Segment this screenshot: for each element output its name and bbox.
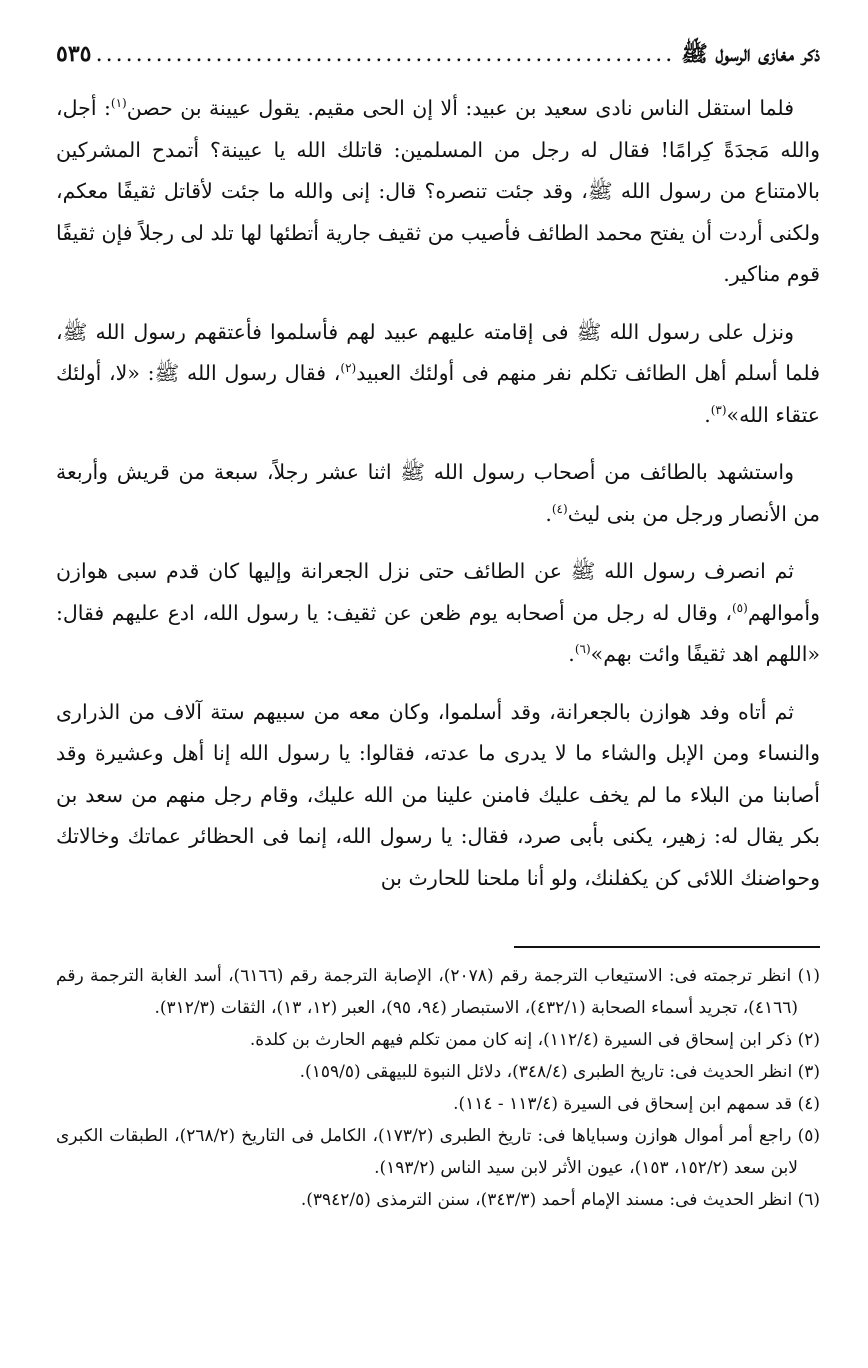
paragraph-text: . (545, 501, 552, 526)
paragraph-text: فلما استقل الناس نادى سعيد بن عبيد: ألا إن الحى مقيم. يقول عيينة بن حصن (126, 96, 794, 120)
paragraph-5 (56, 692, 820, 900)
paragraph-text: ، وقال له رجل من أصحابه يوم ظعن عن ثقيف: يا رسول الله، ادع عليهم فقال: «اللهم اهد ثقيفًا وائت بهم» (56, 600, 820, 666)
paragraph-text: ثم انصرف رسول الله ﷺ عن الطائف حتى نزل الجعرانة وإليها كان قدم سبى هوازن وأموالهم (56, 559, 821, 625)
paragraph-4 (56, 551, 820, 676)
footnote-ref: (٣) (710, 402, 727, 417)
footnote-separator (514, 946, 820, 948)
header-title: ذكر مغازى الرسول ﷺ (681, 41, 820, 67)
book-page (56, 0, 820, 1368)
footnote-ref: (٢) (340, 361, 357, 376)
paragraph-1 (56, 88, 820, 296)
footnote-ref: (٥) (731, 600, 748, 615)
footnote-3: (٣) انظر الحديث فى: تاريخ الطبرى (٣٤٨/٤)، دلائل النبوة للبيهقى (١٥٩/٥). (299, 1062, 820, 1082)
footnote-6: (٦) انظر الحديث فى: مسند الإمام أحمد (٣٤٣/٣)، سنن الترمذى (٣٩٤٢/٥). (300, 1190, 820, 1210)
footnote-5: (٥) راجع أمر أموال هوازن وسباياها فى: تاريخ الطبرى (١٧٣/٢)، الكامل فى التاريخ (٢٦٨/٢)، الطبقات الكبرى لابن سعد (١٥٢/٢، ١٥٣)، عيون الأثر لابن سيد الناس (١٩٣/٢). (56, 1126, 820, 1178)
paragraph-text: ثم أتاه وفد هوازن بالجعرانة، وقد أسلموا، وكان معه من سبيهم ستة آلاف من الذرارى والنساء ومن الإبل والشاء ما لا يدرى ما عدته، فقالوا: يا رسول الله إنا أهل وعشيرة وقد أصابنا من البلاء ما لم يخف عليك فامنن علينا من الله عليك، وقام رجل منهم من سعد بن بكر يقال له: زهير، يكنى بأبى صرد، فقال: يا رسول الله، إنما فى الحظائر عماتك وخالاتك وحواضنك اللائى كن يكفلنك، ولو أنا ملحنا للحارث بن (56, 699, 820, 890)
footnote-1: (١) انظر ترجمته فى: الاستيعاب الترجمة رقم (٢٠٧٨)، الإصابة الترجمة رقم (٦١٦٦)، أسد الغابة الترجمة رقم (٤١٦٦)، تجريد أسماء الصحابة (٤٣٢/١)، الاستبصار (٩٤، ٩٥)، العبر (١٢، ١٣)، الثقات (٣١٢/٣). (56, 966, 820, 1018)
paragraph-text: . (568, 642, 575, 666)
paragraph-text: : أجل، والله مَجدَةً كِرامًا! فقال له رجل من المسلمين: قاتلك الله يا عيينة؟ أتمدح المشركين بالامتناع من رسول الله ﷺ، وقد جئت تنصره؟ قال: إنى والله ما جئت لأقاتل ثقيفًا معكم، ولكنى أردت أن يفتح محمد الطائف فأصيب من ثقيف جارية أتطئها لها تلد لى رجلاً فإن ثقيفًا قوم مناكير. (56, 96, 820, 286)
paragraph-2 (56, 312, 820, 437)
paragraph-3 (56, 452, 820, 535)
header-leader-dots (97, 42, 675, 67)
main-text (56, 88, 820, 915)
running-header (56, 40, 820, 80)
footnotes (56, 960, 820, 1216)
paragraph-text: . (704, 402, 711, 427)
paragraph-text: ، فقال رسول الله ﷺ: «لا، أولئك عتقاء الله» (56, 361, 820, 427)
paragraph-text: واستشهد بالطائف من أصحاب رسول الله ﷺ اثنا عشر رجلاً، سبعة من قريش وأربعة من الأنصار ورجل من بنى ليث (56, 460, 820, 526)
footnote-ref: (١) (110, 96, 127, 111)
footnote-ref: (٤) (551, 501, 568, 516)
footnote-ref: (٦) (574, 642, 591, 657)
page-number: ٥٣٥ (56, 41, 92, 67)
footnote-4: (٤) قد سمهم ابن إسحاق فى السيرة (١١٣/٤ - ١١٤). (453, 1094, 820, 1114)
footnote-2: (٢) ذكر ابن إسحاق فى السيرة (١١٢/٤)، إنه كان ممن تكلم فيهم الحارث بن كلدة. (249, 1030, 820, 1050)
paragraph-text: ونزل على رسول الله ﷺ فى إقامته عليهم عبيد لهم فأسلموا فأعتقهم رسول الله ﷺ، فلما أسلم أهل الطائف تكلم نفر منهم فى أولئك العبيد (56, 319, 820, 385)
